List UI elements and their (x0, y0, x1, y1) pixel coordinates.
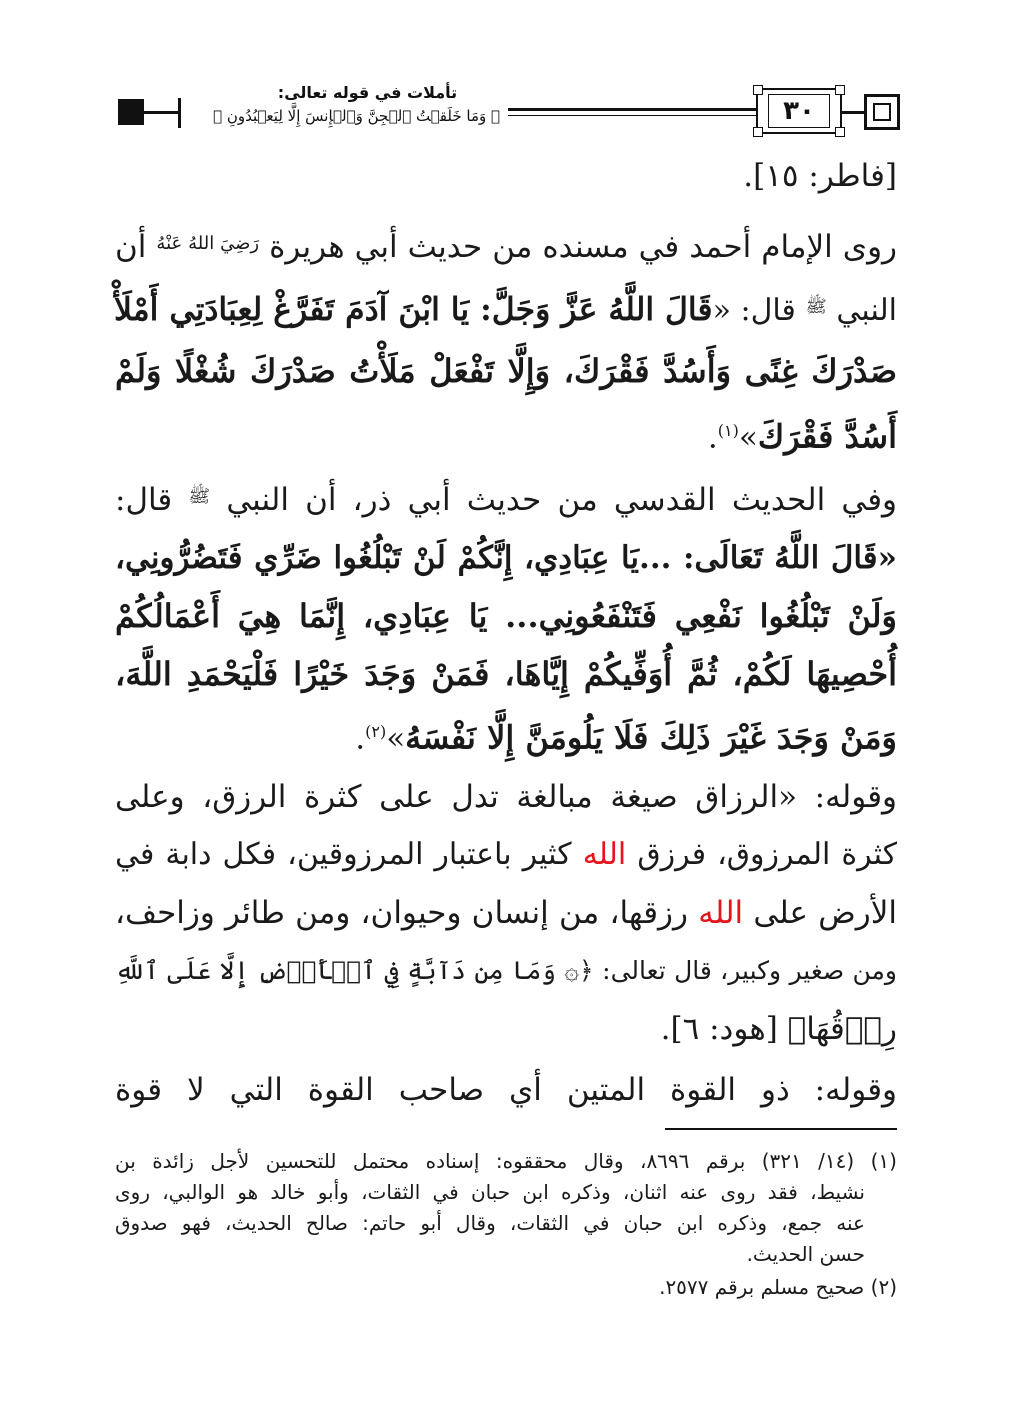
text-run: أن (115, 229, 147, 265)
text-line (115, 942, 897, 1000)
honorific-glyph: رَضِيَ اللهُ عَنْهُ (156, 233, 260, 254)
text-run: ومن صغير وكبير، قال تعالى: (602, 956, 897, 985)
text-line (115, 214, 897, 277)
text-run: وفي الحديث القدسي من حديث أبي ذر، أن النبي (226, 482, 898, 518)
hadith-text: قَالَ اللَّهُ عَزَّ وَجَلَّ: يَا ابْنَ آدَمَ تَفَرَّغْ لِعِبَادَتِي أَمْلَأْ (113, 291, 713, 328)
divine-name-highlight: الله (698, 895, 744, 931)
frame-corner-ornament (753, 127, 763, 137)
hadith-text-line: أُحْصِيهَا لَكُمْ، ثُمَّ أُوَفِّيكُمْ إِيَّاهَا، فَمَنْ وَجَدَ خَيْرًا فَلْيَحْمَدِ اللَّهَ، (115, 655, 897, 693)
quote-close: » (386, 720, 406, 757)
footnote-line: نشيط، فقد روى عنه اثنان، وذكره ابن حبان في الثقات، وأبو خالد هو الوالبي، روى (115, 1180, 865, 1204)
running-header-title (213, 82, 500, 128)
running-header-verse: ﴿ وَمَا خَلَقۡتُ ٱلۡجِنَّ وَٱلۡإِنسَ إِلَّا لِيَعۡبُدُونِ ﴾ (213, 107, 500, 125)
text-run: قال: (115, 482, 173, 518)
paragraph-al-qawiy (115, 1062, 897, 1118)
footnote-line: حسن الحديث. (746, 1242, 865, 1266)
text-run: الأرض على (753, 895, 898, 931)
header-ornament-block (118, 99, 144, 125)
header-rule-right (842, 111, 864, 114)
footnote-line: (٢) صحيح مسلم برقم ٢٥٧٧. (659, 1275, 897, 1299)
text-run: كثرة المرزوق، فرزق (637, 837, 898, 872)
text-run: رزقها، من إنسان وحيوان، ومن طائر وزاحف، (115, 895, 688, 931)
text-run: . (355, 720, 366, 757)
paragraph-al-razzaq (115, 768, 897, 1058)
frame-corner-ornament (835, 85, 845, 95)
text-line (115, 703, 897, 767)
text-line (115, 468, 897, 529)
header-ornament-square (864, 94, 900, 130)
salutation-glyph: ﷺ (188, 486, 211, 507)
running-header-line1: تأملات في قوله تعالى: (277, 83, 458, 102)
page-header (118, 82, 900, 144)
footnote-2 (115, 1272, 897, 1303)
hadith-text-line: وَلَنْ تَبْلُغُوا نَفْعِي فَتَنْفَعُونِي... يَا عِبَادِي، إِنَّمَا هِيَ أَعْمَالُكُمْ (115, 597, 897, 635)
salutation-glyph: ﷺ (805, 297, 827, 317)
footnote-1 (115, 1146, 897, 1270)
quran-verse: رِزۡقُهَا﴾ (787, 1011, 897, 1047)
text-run: روى الإمام أحمد في مسنده من حديث أبي هريرة (269, 229, 898, 265)
footnote-separator (665, 1128, 897, 1130)
paragraph-hadith-qudsi (115, 468, 897, 767)
text-run: كثير باعتبار المرزوقين، فكل دابة في (115, 837, 572, 872)
paragraph-citation (115, 152, 897, 200)
text-line: وقوله: ذو القوة المتين أي صاحب القوة التي لا قوة (115, 1072, 897, 1108)
text-line (115, 401, 897, 467)
hadith-text-line: صَدْرَكَ غِنًى وَأَسُدَّ فَقْرَكَ، وَإِلَّا تَفْعَلْ مَلَأْتُ صَدْرَكَ شُغْلًا وَلَمْ (115, 352, 898, 390)
text-line: [فاطر: ١٥]. (743, 158, 897, 194)
page-number-frame (756, 88, 842, 134)
hadith-text: وَمَنْ وَجَدَ غَيْرَ ذَلِكَ فَلَا يَلُومَنَّ إِلَّا نَفْسَهُ (405, 718, 897, 757)
text-line (115, 1000, 897, 1058)
header-ornament-tick (178, 98, 181, 128)
quran-verse: ﴿۞ وَمَا مِن دَآبَّةٍ فِي ٱلۡأَرۡضِ إِلَّا عَلَى ٱللَّهِ (115, 956, 594, 985)
quote-close: » (738, 419, 758, 456)
footnote-ref-2: (٢) (365, 722, 387, 741)
hadith-text: أَسُدَّ فَقْرَكَ (757, 417, 897, 456)
hadith-text-line: «قَالَ اللَّهُ تَعَالَى: ...يَا عِبَادِي، إِنَّكُمْ لَنْ تَبْلُغُوا ضَرِّي فَتَضُرُّونِي، (115, 540, 897, 576)
text-line (115, 277, 897, 341)
footnote-ref-1: (١) (717, 421, 739, 440)
footnotes (115, 1146, 897, 1305)
verse-citation: [هود: ٦]. (660, 1011, 778, 1047)
header-rule-middle (508, 108, 756, 116)
text-run: . (707, 419, 718, 456)
divine-name-highlight: الله (582, 837, 627, 872)
footnote-line: عنه جمع، وذكره ابن حبان في الثقات، وقال أبو حاتم: صالح الحديث، فهو صدوق (115, 1211, 865, 1235)
text-run: قال: « (712, 293, 796, 328)
frame-corner-ornament (753, 85, 763, 95)
text-line (115, 884, 897, 942)
page-number: ٣٠ (783, 96, 815, 126)
header-rule-left (144, 111, 178, 114)
paragraph-hadith-ahmad (115, 214, 897, 467)
frame-corner-ornament (835, 127, 845, 137)
text-run: النبي (836, 293, 897, 328)
text-line: وقوله: «الرزاق صيغة مبالغة تدل على كثرة الرزق، وعلى (115, 779, 897, 815)
text-line (115, 826, 897, 884)
footnote-line: (١) (١٤/ ٣٢١) برقم ٨٦٩٦، وقال محققوه: إسناده محتمل للتحسين لأجل زائدة بن (115, 1149, 897, 1173)
